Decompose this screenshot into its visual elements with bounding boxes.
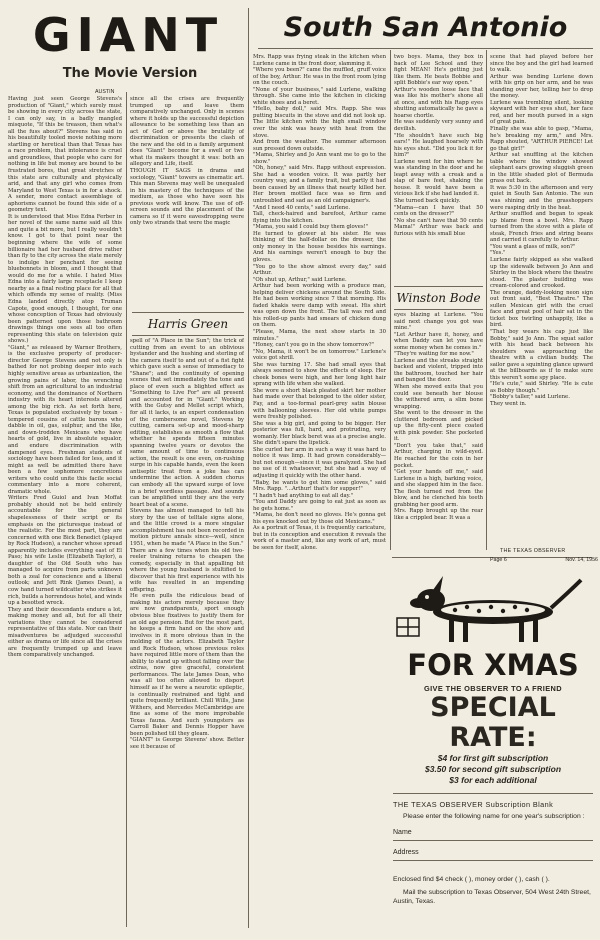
winston-bode-byline: Winston Bode	[394, 286, 483, 310]
subscription-instruction: Please enter the following name for one year's subscription :	[403, 813, 585, 820]
giant-headline: GIANT	[32, 8, 224, 62]
san-antonio-story-column-5: scene that had played before her since the boy and the girl had learned to walk. Arthur was bending Lurlene down with his grip on her arm, and he was standing over her, telling her to drop the money. Lurlene was trembling silent, looking skyward with her eyes shut, her face red, and her mouth pursed in a sign of great pain. Finally she was able to gasp, "Mama, he's breaking my arm," and Mrs. Rapp shouted, "ARTHUR PIERCE! Let go that girl!" Arthur sat snuffling at the kitchen table where the window showed elephant ears growing sluggish green in the little shaded plot of Bermuda grass out back. It was 5:30 in the afternoon and very quiet in South San Antonio. The sun was shining and the grasshoppers were rasping drily in the heat. Arthur snuffled and began to speak up blame from a bowl. Mrs. Rapp turned from the stove with a plate of steak, French fries and string beans and carried it carefully to Arthur. "You want a glass of milk, son?" "Yes." Lurlene fairly skipped as she walked up the sidewalk between Jo Ann and Shirley in the block where the theatre stood. The plaster building was cream-colored and crooked. The orange, daddy-looking neon sign out front said, "Best Theatre." The sullen Mexican girl with the cruel face and great pool of hair sat in the ticket box twirling unhappily, like a bird. "That boy wears his cap just like Bobby," said Jo Ann. The squat sailor with his head back between his shoulders was approaching the theatre with a civilian buddy. The sailor gave a squinting glance upward at the billboards as if to make sure this weren't some spy place. "He's cute," said Shirley. "He is cute as Bobby though." "Bobby's taller," said Lurlene. They went in.	[490, 54, 593, 407]
rate-line-second: $3.50 for second gift subscription	[424, 764, 562, 774]
ad-divider	[393, 793, 593, 794]
column-rule	[486, 50, 487, 550]
give-observer-line: GIVE THE OBSERVER TO A FRIEND	[423, 684, 563, 693]
xmas-subscription-ad	[393, 570, 593, 925]
dog-illustration	[393, 570, 593, 648]
san-antonio-story-column-3: Mrs. Rapp was frying steak in the kitchen when Lurlene came in the front door, slamming it. "Where you been?" came the muffled, gruff voice of the boy, Arthur. He was in the front room lying on the couch. "None of your business," said Lurlene, walking through. She came into the kitchen in clicking white shoes and a beret. "Hello, baby doll," said Mrs. Rapp. She was putting biscuits in the stove and did not look up. The little kitchen with the high small window over the sink was heavy with heat from the stove. And from the weather. The summer afternoon sun pressed down outside. "Mama, Shirley and Jo Ann want me to go to the show." "Oh, honey," said Mrs. Rapp without expression. She had a wooden voice. It was partly her country way, and a family trait, but partly it had been caused by an illness that nearly killed her. Her brown mottled face was so firm and untroubled and sad as an old campaigner's. "And I need 40 cents," said Lurlene. Tall, check-haired and barefoot, Arthur came flying into the kitchen. "Mama, you said I could buy them gloves!" He turned to glower at his sister. He was thinking of the half-dollar on the dresser, the only money in the house besides his earnings. And his earnings weren't enough to buy the gloves. "You go to the show almost every day," said Arthur. "Oh shut up, Arthur," said Lurlene. Arthur had been working with a produce man, helping deliver chickens around the South Side. He had been working since 7 that morning. His faded khakis were damp with sweat. His shirt was open down the front. The tall was red and his rolled-up pants had smears of chicken dung on them. "Please, Mama, the next show starts in 30 minutes." "Honey, can't you go in the show tomorrow?" "No, Mama, it won't be on tomorrow." Lurlene's voice got shrill. She was turning 17. She had small eyes that always seemed to show the effects of sleep. Her cheek bones were high, and her long light hair sprang with life when she walked. She wore a short black pleated skirt her mother had made over that belonged to the older sister, Fay, and a too-formal pearl-grey satin blouse with ballooning sleeves. Her old white pumps were freshly polished. She was a big girl, and going to be bigger. Her posterior was full, hard, and protruding, very womanly. Her black beret was at a precise angle. She didn't spare the lipstick. She curled her arm in such a way it was hard to notice it was limp. It had grown considerably—but not enough—since it was paralyzed. She had no use of it whatsoever, but she had a way of adjusting it quickly with the other hand. "Baby, he wants to get him some gloves," said Mrs. Rapp. "...Arthur! that's for supper!" "I hadn't had anything to eat all day." "You and Daddy are going to eat just as soon as he gets home." "Mama, he don't need no gloves. He's gonna get his eyes knocked out by those old Mexicans." As a portrait of Texas, it is frequently caricature, but in its conception and execution it reveals the work of a master and, like any work of art, must be seen for itself, alone.	[253, 54, 386, 552]
address-field[interactable]: Address	[393, 841, 593, 861]
for-xmas-heading: FOR XMAS	[407, 648, 579, 682]
footer-date: Nov. 14, 1956	[565, 557, 598, 563]
mailing-instruction: Mail the subscription to Texas Observer, 504 West 24th Street, Austin, Texas.	[393, 889, 591, 905]
san-antonio-story-column-4-top: two boys. Mama, they box in back of Lee School and they fight MEAN! He's getting just like them. He beats Bobbie and split Bobbie's ear way open." Arthur's wooden loose face that was like his mother's shone all at once, and with his Rapp eyes shutting automatically he gave a hoarse chortle. He was suddenly very sunny and devilish. "He shouldn't have such big ears!" He laughed hoarsely with his eyes shut. "Did you lick it for him?" Lurlene went for him where he was standing in the door and he leapt away with a creak and a slap of bare feet, shaking the house. It would have been a vicious lick if she had landed it. She turned back quickly. "Mama—can I have that 50 cents on the dresser?" "No she can't have that 50 cents Mama!" Arthur was back and furious with his small blue	[394, 54, 483, 237]
footer-page-number: Page 6	[490, 557, 507, 563]
column-rule	[126, 92, 127, 927]
rate-line-first: $4 for first gift subscription	[437, 753, 549, 763]
footer-paper-name: THE TEXAS OBSERVER	[500, 548, 566, 554]
masthead-rule	[258, 48, 593, 49]
giant-review-column-2-top: since all the crises are frequently trumped up and leave them comparatively unchanged. Only in scenes where it holds up the successful depiction allowance to be something less than an act of God or above the brutality of discrimination or presents the clash of the new and the old in a family argument does "Giant" become for a swell or two what its makers thought it was: both an allegory and Life, itself. THOUGH IT SAGS in drama and sociology, "Giant" towers as cinematic art. This man Stevens may well be unequaled in his mastery of the techniques of the medium, as those who have seen his previous work will know. The use of off-screen sounds and the placement of the camera so if it were eavesdropping were only two strands that were the magic	[130, 96, 244, 227]
rate-line-additional: $3 for each additional	[449, 775, 537, 785]
column-rule	[248, 8, 249, 928]
giant-review-column-1: Having just seen George Stevens's production of "Giant," which surely must be showing in every city across the state, I can only say, in a badly mangled misquote, "If this be treason, then what's all the fuss about?" Stevens has said in his beautifully tooled movie nothing more startling or heretical than that Texas has a race problem, that intolerance is cruel and groundless, that people who care for nothing in life but money are bound to be frustrated bores, that great stretches of this state are culturally and physically arid, and that any girl who comes from Maryland to West Texas is in for a shock. A sender, more contact assemblage of aphorisms cannot be found this side of a geometry text. It is understood that Miss Edna Ferber in her novel of the same name said all this and quite a bit more, but I really wouldn't know. I got to that point near the beginning where the wife of some billionaire had her husband drive rather than fly to the city across the state merely to indulge her penchant for seeing bluebonnets in bloom, and I thought that would do me for a while. I hated Miss Edna into a fairly large receptacle I keep nearby as a final resting place for all that which offends my sense of reality. (Miss Edna landed directly atop Truman Capote, good enough, I thought, for one whose conception of Texas had obviously been patterned upon those bathroom drawings things one sees all too often representing this state on television quiz shows.) "Giant," as released by Warner Brothers, is the exclusive property of producer-director George Stevens and not only is bathed for not probing deeper into such highly sensitive areas as urbanization, the growing pains of labor, the wrenching shift from an agricultural to an industrial economy, and the dominance of Northern industry with its heart interests altered among the big rich. As set forth here, Texas is populated exclusively by texan - tempered cousins of cattle barons who dabble in oil, gas, sulphur, and the like, and down-trodden Mexicans who have hearts of gold, live in absolute squalor, and endure discrimination with dampened eyes. Freshman students of sociology have been failed for less, and it might as well be admitted there have been a few sophomore concretions writers who could unite this facile social commentary into a more coherent, dramatic whole. Writers Fred Guiol and Ivan Moffat probably should not be held entirely accountable for the general shapelessness of their script or its emphasis on the picturesque instead of the realistic. For the most part, they are concerned with one Bick Benedict (played by Rock Hudson), a rancher whose spread apparently includes everything east of El Paso; his wife Leslie (Elizabeth Taylor), a daughter of the Old South who has managed to acquire from parts unknown both a zeal for conscience and a liberal outlook; and Jett Rink (James Dean), a cow hand turned wildcatter who strikes it rich, builds a horrendous hotel, and winds up a besotted wreck. They and their descendants endure a lot, making money and all, but for all their variations they cannot be considered representative of this state. Nor can their misadventures be adjudged successful either as drama or life since all the crises are frequently trumped up and leave them comparatively unchanged.	[8, 96, 122, 659]
san-antonio-story-column-4-bottom: eyes blazing at Lurlene. "You said next change you got was mine." "Let Arthur have it, honey, and when Daddy can let you have some money when he comes in." "They're waiting for me now." Lurlene and the streaks straight backed and violent, tripped into the bathroom, touched her hair and banged the door. When she moved exits that you could see beneath her blouse the withered arm, a slim bone wrapping. She went to the dresser in the cluttered bedroom and picked up the fifty-cent piece coated with pink powder. She pocketed it. "Don't you take that," said Arthur, charging in wild-eyed. He reached for the coin in her pocket. "Get your hands off me," said Lurlene in a high, barking voice, and she slapped him in the face. The flesh turned red from the blow, and he clenched his teeth grabbing her good arm. Mrs. Rapp brought up the rear like a crippled bear. It was a	[394, 312, 483, 521]
south-san-antonio-headline: South San Antonio	[283, 12, 568, 43]
payment-options: Enclosed find $4 check ( ), money order ( ), cash ( ).	[393, 876, 550, 883]
name-field[interactable]: Name	[393, 821, 593, 841]
movie-version-subhead: The Movie Version	[62, 66, 198, 81]
harris-green-byline: Harris Green	[132, 312, 244, 336]
column-rule	[390, 50, 391, 550]
subscription-blank-title: THE TEXAS OBSERVER Subscription Blank	[393, 800, 554, 809]
dateline-austin: AUSTIN	[95, 89, 115, 95]
giant-review-column-2-bottom: spell of "A Place in the Sun"; the trick of cutting from an event to an oblivious bystander and the hushing and sterling of the camera itself to and out of a fist fight which gave such a sense of immediacy to "Shane"; and the continuity of opening scenes that set immediately the tone and place of even such a blighted effect as "Something to Live For" are all present and accounted for in "Giant." Working with the Gutsy and Mellet script which, for all it lacks, is an expert condensation of the cumbersome novel, Stevens by cutting, camera set-up and mood-sharp editing, establishes as smooth a flow that whether he spends fifteen minutes spanning twelve years or devotes the same amount of time to continuous action, the result is one even, on-rushing surge in his capable hands, even the keen antiseptic treat from a joke has can undermine the action. A sudden chorus can embody all the upward surge of love in a brief wordless passage. And sounds can be amplified until they are the very heart beat of a scene. Stevens has almost managed to tell his story by the use of telltale signs alone, and the little crowd is a more singular accomplishment has not been recorded in motion picture annals since—well, since 1951, when he made "A Place in the Sun." There are a few times when his old two-reeler training returns to cheapen the comedy, especially in that appalling bit where the young husband is stultified to discover that his first experience with his wife has resulted in an impending offspring. He even pulls the ridiculous bead of making his actors merely because they are now grandparents, sport enough obvious blue fixatives to justify them for an old age pension. But for the most part, he keeps a firm hand on the show and involves in it more obvious than in the molding of the actors. Elizabeth Taylor and Rock Hudson, whose previous roles have required little more of them than the ability to stand up without falling over the extras, now give graceful, consistent performances. The late James Dean, who was all too often allowed to disport himself as if he were a neurotic epileptic, is continually restrained and tight and quite frequently brilliant. Chill Wills, Jane Withers, and Mercedes McCambridge are fine as some of the more improbable Texas fauna. And such youngsters as Carroll Baker and Dennis Hopper have been polished till they gleam. "GIANT" is George Stevens' show. Better see it because of	[130, 338, 244, 750]
special-rate-heading: SPECIAL RATE:	[430, 692, 556, 753]
